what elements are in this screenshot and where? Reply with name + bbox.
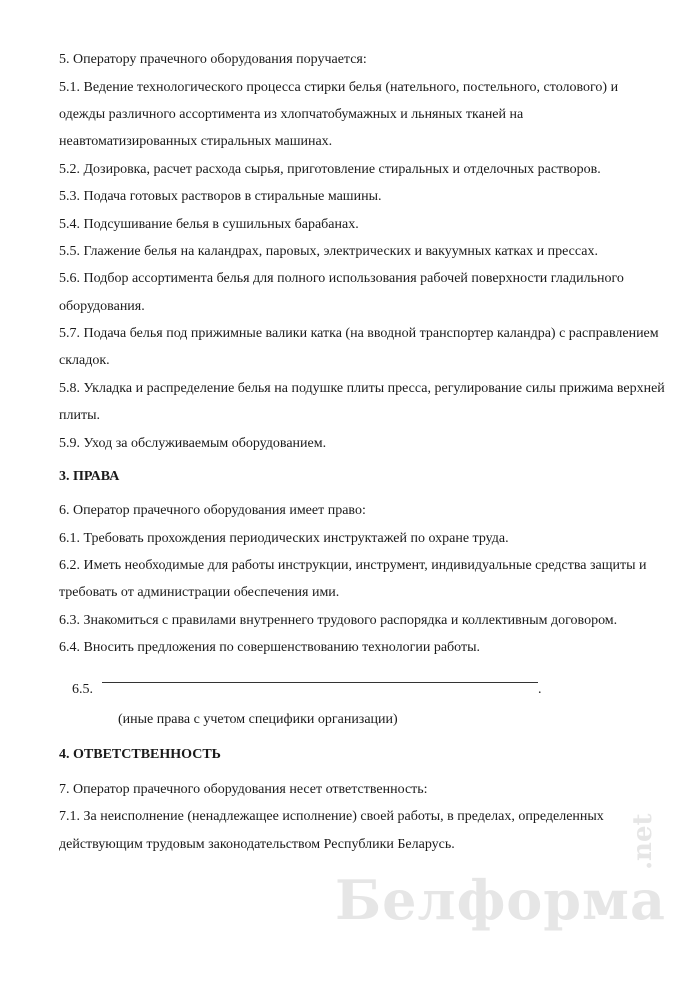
item-6-2-cont: требовать от администрации обеспечения ими. [59,585,340,600]
item-5-7: 5.7. Подача белья под прижимные валики катка (на вводной транспортер каландра) с расправлением [59,326,659,341]
item-7-1: 7.1. За неисполнение (ненадлежащее исполнение) своей работы, в пределах, определенных [59,809,604,824]
fill-in-blank-line [102,682,538,683]
watermark-logo-suffix: .net [628,813,658,870]
paragraph-5: 5. Оператору прачечного оборудования поручается: [59,52,367,67]
item-5-3: 5.3. Подача готовых растворов в стиральные машины. [59,189,382,204]
watermark-logo: Белформа [335,868,666,932]
item-6-2: 6.2. Иметь необходимые для работы инструкции, инструмент, индивидуальные средства защиты и [59,558,647,573]
section-heading-rights: 3. ПРАВА [59,469,120,484]
paragraph-7: 7. Оператор прачечного оборудования несет ответственность: [59,782,428,797]
item-5-2: 5.2. Дозировка, расчет расхода сырья, приготовление стиральных и отделочных растворов. [59,162,601,177]
item-5-4: 5.4. Подсушивание белья в сушильных барабанах. [59,217,359,232]
blank-line-period: . [538,682,542,697]
item-6-5-number: 6.5. [72,682,93,697]
item-5-1: 5.1. Ведение технологического процесса стирки белья (нательного, постельного, столового) и [59,80,619,95]
item-5-6-cont: оборудования. [59,299,145,314]
item-7-1-cont: действующим трудовым законодательством Республики Беларусь. [59,837,455,852]
paragraph-6: 6. Оператор прачечного оборудования имеет право: [59,503,366,518]
item-5-9: 5.9. Уход за обслуживаемым оборудованием. [59,436,327,451]
item-5-8: 5.8. Укладка и распределение белья на подушке плиты пресса, регулирование силы прижима верхней [59,381,665,396]
section-heading-responsibility: 4. ОТВЕТСТВЕННОСТЬ [59,747,221,762]
item-5-5: 5.5. Глажение белья на каландрах, паровых, электрических и вакуумных катках и прессах. [59,244,598,259]
item-6-1: 6.1. Требовать прохождения периодических инструктажей по охране труда. [59,531,509,546]
item-5-1-cont: неавтоматизированных стиральных машинах. [59,134,333,149]
item-6-4: 6.4. Вносить предложения по совершенствованию технологии работы. [59,640,481,655]
blank-line-caption: (иные права с учетом специфики организации) [118,712,398,727]
item-6-3: 6.3. Знакомиться с правилами внутреннего трудового распорядка и коллективным договором. [59,613,618,628]
item-5-1-cont: одежды различного ассортимента из хлопчатобумажных и льняных тканей на [59,107,524,122]
item-5-8-cont: плиты. [59,408,100,423]
item-5-7-cont: складок. [59,353,110,368]
item-5-6: 5.6. Подбор ассортимента белья для полного использования рабочей поверхности гладильного [59,271,624,286]
